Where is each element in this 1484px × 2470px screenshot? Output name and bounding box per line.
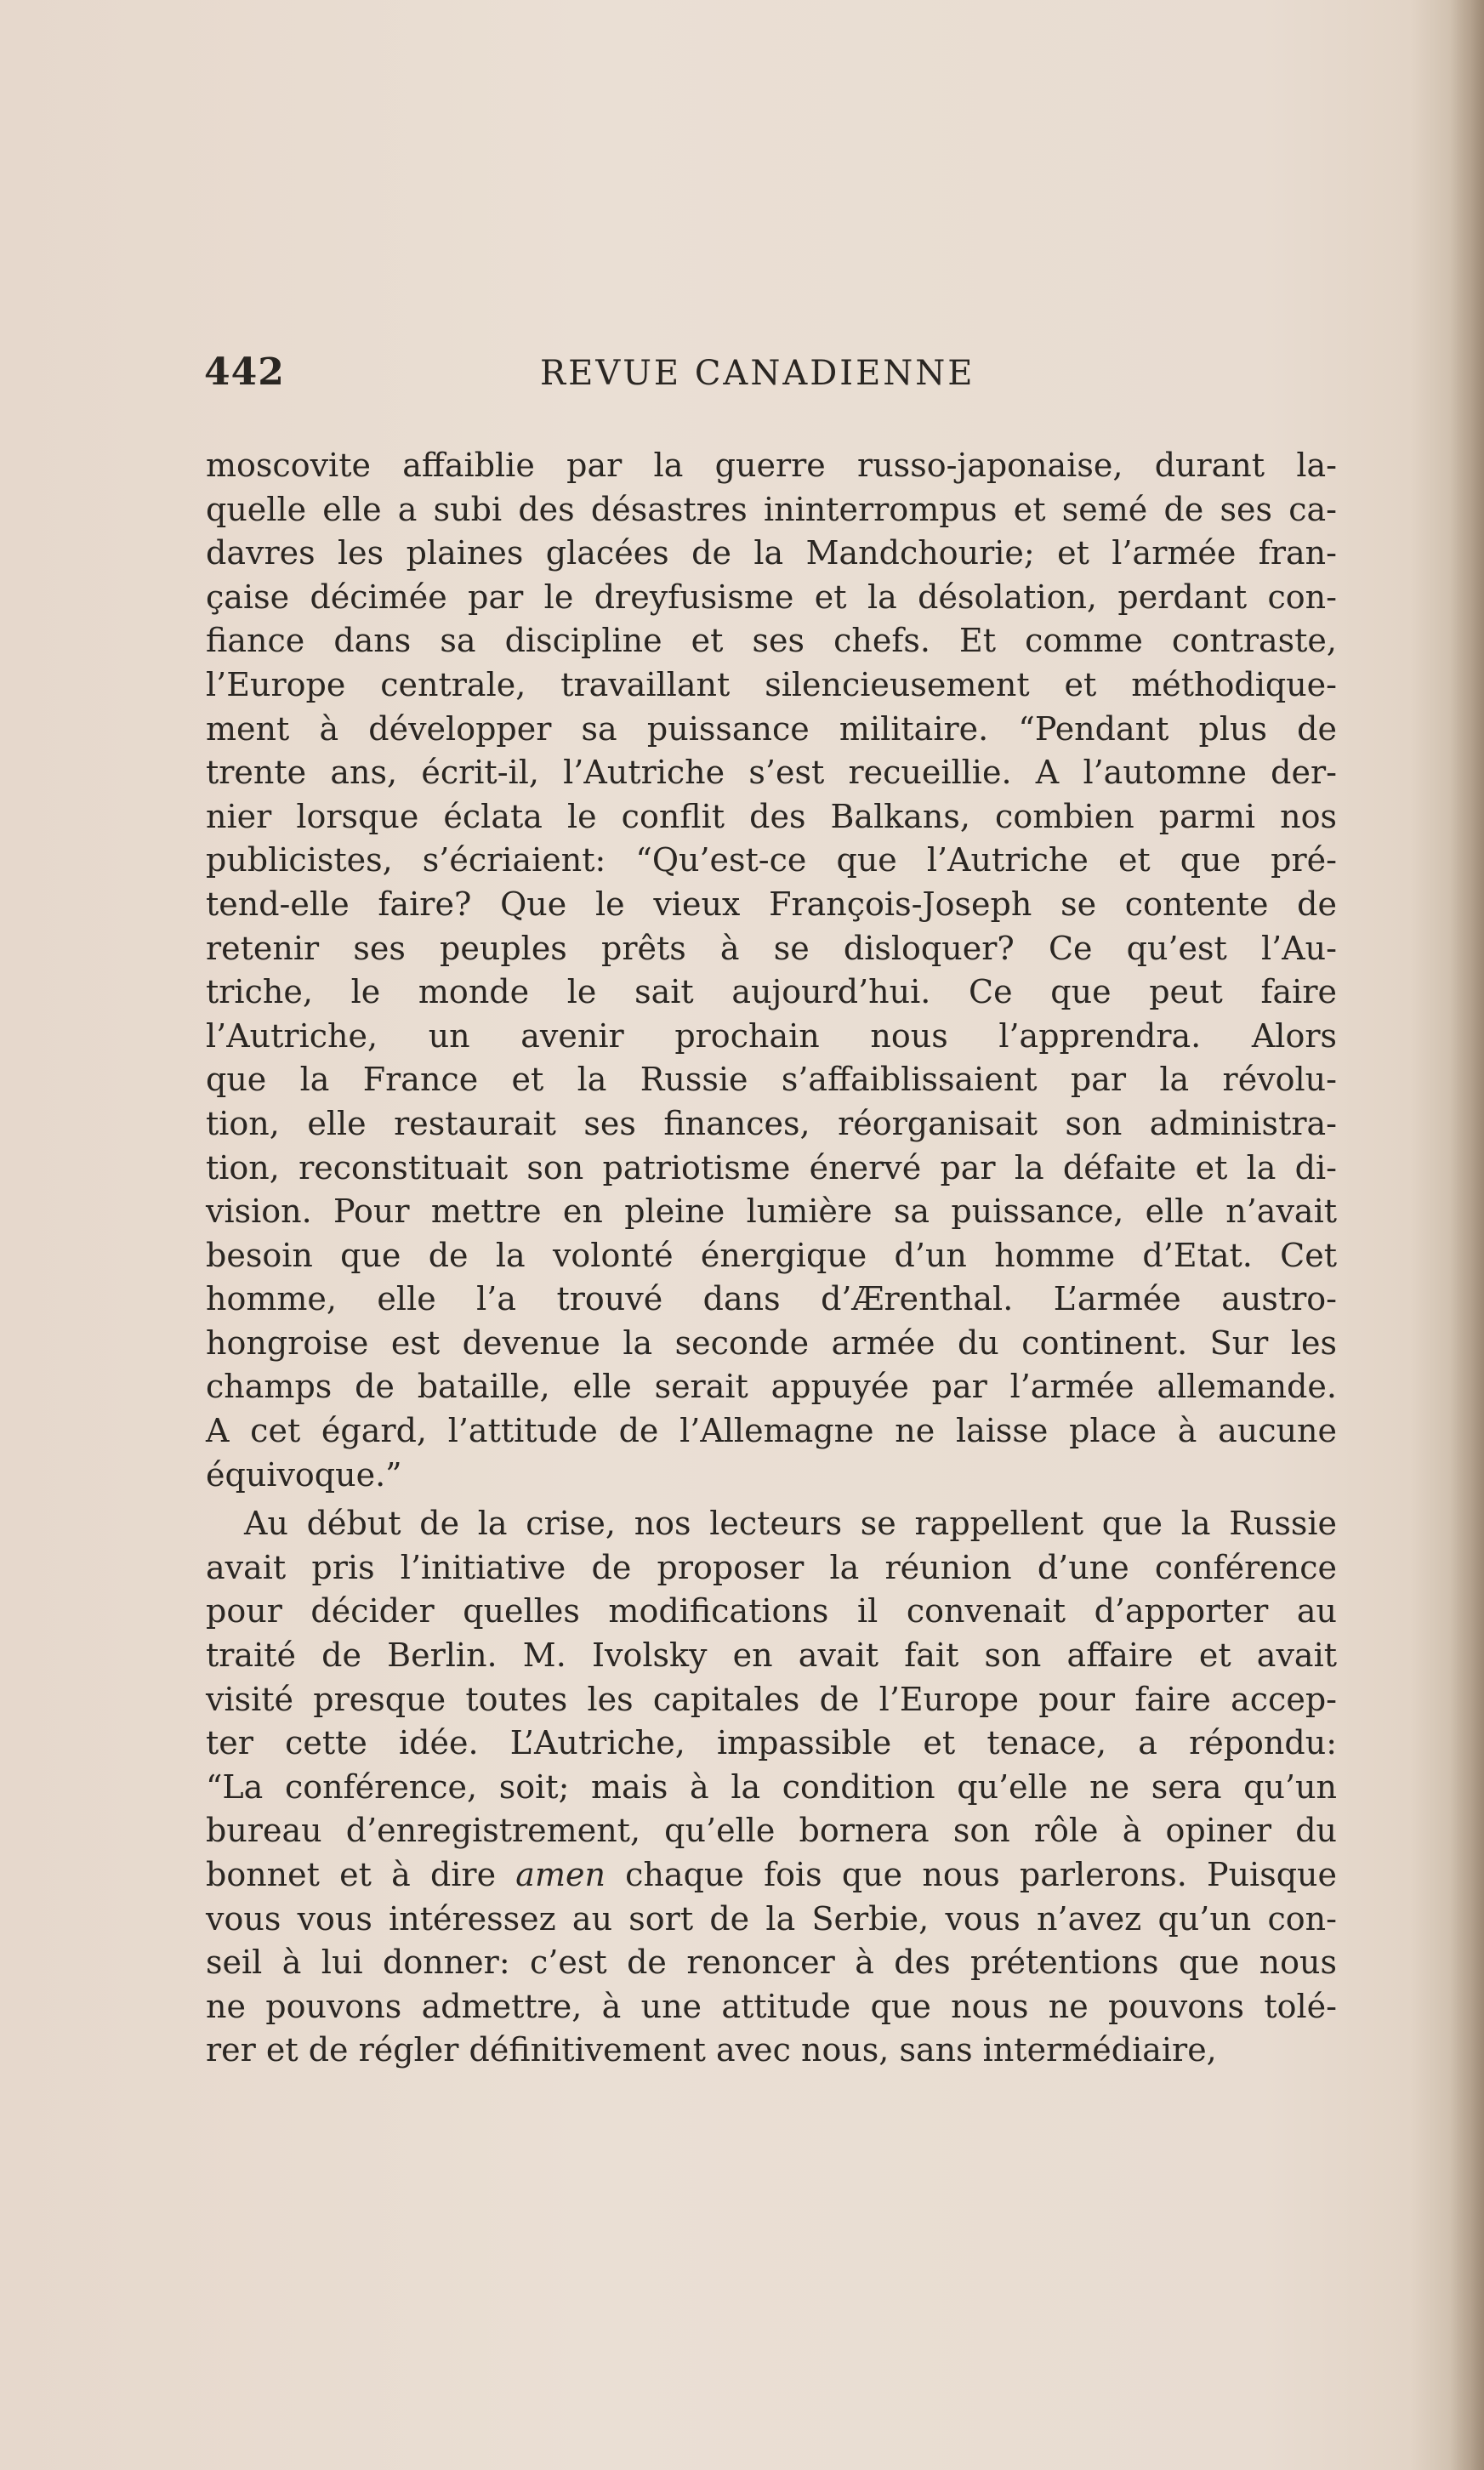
text-line: vision. Pour mettre en pleine lumière sa puissance, elle n’avait — [206, 1192, 1337, 1231]
running-title: REVUE CANADIENNE — [540, 354, 975, 393]
text-line: çaise décimée par le dreyfusisme et la désolation, perdant con- — [206, 578, 1337, 616]
text-line: fiance dans sa discipline et ses chefs. Et comme contraste, — [206, 622, 1337, 660]
text-line: pour décider quelles modifications il convenait d’apporter au — [206, 1592, 1337, 1631]
text-line: champs de bataille, elle serait appuyée par l’armée allemande. — [206, 1368, 1337, 1406]
text-line: visité presque toutes les capitales de l’Europe pour faire accep- — [206, 1680, 1337, 1718]
text-line: hongroise est devenue la seconde armée du continent. Sur les — [206, 1323, 1337, 1362]
text-line: seil à lui donner: c’est de renoncer à des prétentions que nous — [206, 1944, 1337, 1982]
text-line: tend-elle faire? Que le vieux François-Joseph se contente de — [206, 885, 1337, 923]
text-line: triche, le monde le sait aujourd’hui. Ce que peut faire — [206, 973, 1337, 1011]
text-line: rer et de régler définitivement avec nous, sans intermédiaire, — [206, 2031, 1217, 2069]
body-text — [206, 444, 1337, 2073]
text-line: avait pris l’initiative de proposer la réunion d’une conférence — [206, 1548, 1337, 1586]
text-line: nier lorsque éclata le conflit des Balkans, combien parmi nos — [206, 797, 1337, 835]
text-line: quelle elle a subi des désastres ininterrompus et semé de ses ca- — [206, 490, 1337, 528]
text-line: vous vous intéressez au sort de la Serbie, vous n’avez qu’un con- — [206, 1899, 1337, 1938]
paragraph-1 — [206, 444, 1337, 1497]
text-line: bonnet et à dire amen chaque fois que nous parlerons. Puisque — [206, 1856, 1337, 1893]
text-line: trente ans, écrit-il, l’Autriche s’est recueillie. A l’automne der- — [206, 754, 1337, 792]
text-line: Au début de la crise, nos lecteurs se rappellent que la Russie — [244, 1505, 1337, 1543]
text-line: ne pouvons admettre, à une attitude que nous ne pouvons tolé- — [206, 1987, 1337, 2025]
text-line: l’Autriche, un avenir prochain nous l’apprendra. Alors — [206, 1016, 1337, 1055]
text-line: tion, reconstituait son patriotisme énervé par la défaite et la di- — [206, 1148, 1337, 1187]
text-line: davres les plaines glacées de la Mandchourie; et l’armée fran- — [206, 534, 1337, 572]
text-line: retenir ses peuples prêts à se disloquer? Ce qu’est l’Au- — [206, 929, 1337, 967]
page-header — [204, 350, 1344, 401]
text-line: ment à développer sa puissance militaire. “Pendant plus de — [206, 709, 1337, 748]
text-line: A cet égard, l’attitude de l’Allemagne ne laisse place à aucune — [206, 1412, 1337, 1450]
text-line: homme, elle l’a trouvé dans d’Ærenthal. L’armée austro- — [206, 1280, 1337, 1318]
page-number: 442 — [204, 350, 285, 394]
text-line: ter cette idée. L’Autriche, impassible et tenace, a répondu: — [206, 1724, 1337, 1762]
text-line: besoin que de la volonté énergique d’un homme d’Etat. Cet — [206, 1236, 1337, 1274]
text-line: l’Europe centrale, travaillant silencieusement et méthodique- — [206, 665, 1337, 703]
text-line: tion, elle restaurait ses finances, réorganisait son administra- — [206, 1104, 1337, 1142]
text-line: traité de Berlin. M. Ivolsky en avait fait son affaire et avait — [206, 1636, 1337, 1675]
text-line: bureau d’enregistrement, qu’elle bornera son rôle à opiner du — [206, 1812, 1337, 1850]
paragraph-2 — [206, 1502, 1337, 2073]
text-line: équivoque.” — [206, 1455, 402, 1494]
text-line: moscovite affaiblie par la guerre russo-japonaise, durant la- — [206, 447, 1337, 484]
text-line: que la France et la Russie s’affaiblissaient par la révolu- — [206, 1061, 1337, 1099]
text-line: “La conférence, soit; mais à la condition qu’elle ne sera qu’un — [206, 1767, 1337, 1806]
book-spine-shadow — [1450, 0, 1484, 2470]
text-line: publicistes, s’écriaient: “Qu’est-ce que l’Autriche et que pré- — [206, 841, 1337, 879]
